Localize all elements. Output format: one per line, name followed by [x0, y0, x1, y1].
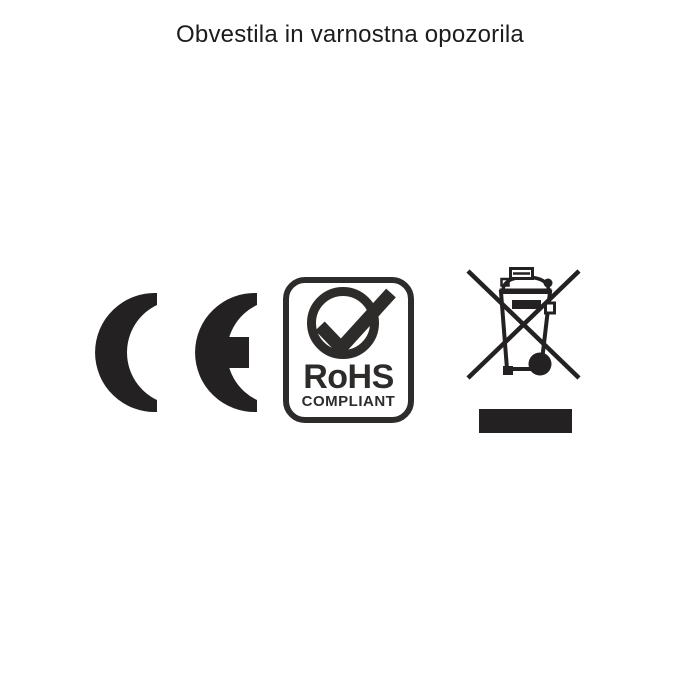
rohs-label: RoHS	[303, 358, 394, 396]
ce-letter-c	[95, 293, 157, 412]
rohs-checkmark-icon	[289, 283, 408, 363]
page-title: Obvestila in varnostna opozorila	[176, 21, 524, 48]
rohs-badge	[283, 277, 414, 423]
ce-letter-e	[195, 293, 257, 412]
weee-crossed-bin-icon	[460, 258, 592, 434]
ce-mark-icon	[95, 293, 258, 413]
weee-underline-bar	[479, 409, 572, 433]
rohs-compliant-label: COMPLIANT	[301, 393, 396, 410]
